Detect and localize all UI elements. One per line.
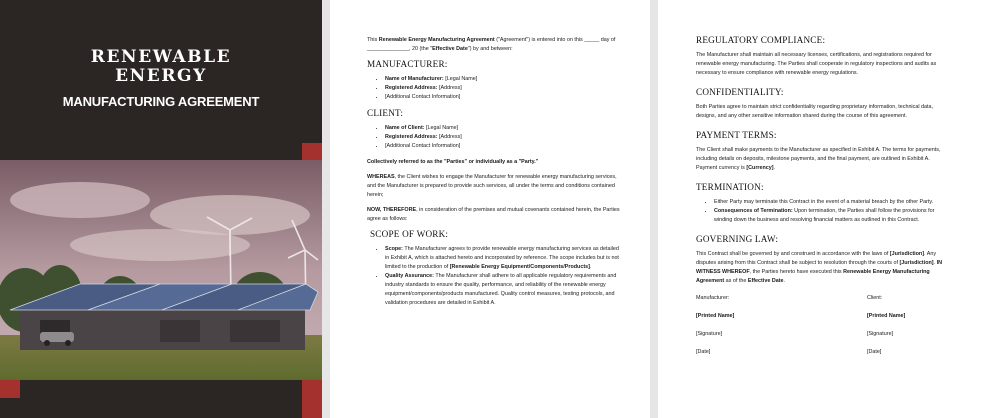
list-item xyxy=(385,124,620,133)
scope-list xyxy=(367,245,620,308)
gov-text-1: This Contract shall be governed by and construed in accordance with the laws of xyxy=(696,251,890,257)
item-value: [Additional Contact Information] xyxy=(385,94,461,100)
cover-subtitle: MANUFACTURING AGREEMENT xyxy=(62,94,260,109)
collectively-text: Collectively referred to as the "Parties" or individually as a "Party." xyxy=(367,159,539,165)
payment-text: The Client shall make payments to the Manufacturer as specified in Exhibit A. The terms for payments, including details on deposits, milestone payments, and the final payment, are outlined in Exhibit A. Payment currency is xyxy=(696,147,941,171)
signature-line: [Signature] xyxy=(696,331,723,337)
gov-text-4: , the Parties hereto have executed this xyxy=(749,269,844,275)
document-page-3 xyxy=(658,0,981,418)
item-label: Registered Address: xyxy=(385,85,438,91)
item-value: [Legal Name] xyxy=(424,125,459,131)
signature-party-label: Client: xyxy=(867,295,883,301)
gov-text-5: as of the xyxy=(724,278,748,284)
scope-end: . xyxy=(589,264,592,270)
item-value: [Address] xyxy=(437,85,462,91)
effective-date-term: Effective Date xyxy=(432,46,468,52)
printed-name-field: [Printed Name] xyxy=(696,313,735,319)
list-item xyxy=(385,245,620,272)
now-therefore-text: , in consideration of the premises and mutual covenants contained herein, the Parties agree as follows: xyxy=(367,207,620,222)
list-item xyxy=(385,93,620,102)
whereas-text: , the Client wishes to engage the Manufacturer for renewable energy manufacturing services, and the Manufacturer is prepared to provide such services, all under the terms and conditions contained herein; xyxy=(367,174,617,198)
accent-block-bottom-right xyxy=(302,380,322,418)
termination-heading: TERMINATION: xyxy=(696,182,764,192)
confidentiality-heading: CONFIDENTIALITY: xyxy=(696,87,784,97)
item-value: [Additional Contact Information] xyxy=(385,143,461,149)
signature-column-manufacturer xyxy=(696,294,734,366)
agreement-name: Renewable Energy Manufacturing Agreement xyxy=(378,37,495,43)
signature-column-client xyxy=(867,294,951,366)
manufacturer-heading: MANUFACTURER: xyxy=(367,59,448,69)
witness-clause: IN WITNESS WHEREOF xyxy=(696,260,943,275)
collectively-paragraph xyxy=(367,158,620,167)
list-item xyxy=(385,84,620,93)
whereas-label: WHEREAS xyxy=(367,174,395,180)
document-page-2 xyxy=(330,0,650,418)
intro-text-1: This xyxy=(367,37,379,43)
intro-text-3: ") by and between: xyxy=(467,46,513,52)
regulatory-heading: REGULATORY COMPLIANCE: xyxy=(696,35,826,45)
item-value: [Legal Name] xyxy=(443,76,478,82)
regulatory-text: The Manufacturer shall maintain all necessary licenses, certifications, and registrations required for renewable energy manufacturing. The Parties shall cooperate in regulatory inspections and audits as necessary to ensure compliance with renewable energy regulations. xyxy=(696,52,937,76)
accent-block-bottom-left xyxy=(0,380,20,398)
gov-text-6: . xyxy=(783,278,786,284)
signature-printed-name xyxy=(867,312,951,321)
scope-label: Scope: xyxy=(385,246,403,252)
cover-title xyxy=(0,48,322,109)
scope-products: [Renewable Energy Equipment/Components/Products] xyxy=(449,264,590,270)
now-therefore-label: NOW, THEREFORE xyxy=(367,207,417,213)
jurisdiction-1: [Jurisdiction] xyxy=(889,251,925,257)
confidentiality-text: Both Parties agree to maintain strict confidentiality regarding proprietary information, technical data, designs, and any other sensitive information shared during the course of this agreement. xyxy=(696,104,934,119)
termination-consequences-label: Consequences of Termination: xyxy=(714,208,793,214)
item-label: Name of Client: xyxy=(385,125,425,131)
cover-title-line-2: ENERGY xyxy=(115,66,207,86)
payment-paragraph xyxy=(696,146,951,173)
termination-list xyxy=(696,198,951,225)
client-heading: CLIENT: xyxy=(367,108,404,118)
gov-text-2: . Any disputes arising from this Contract shall be subject to resolution through the courts of xyxy=(696,251,937,266)
cover-title-line-1: RENEWABLE xyxy=(90,47,232,67)
printed-name-field: [Printed Name] xyxy=(867,313,906,319)
gov-text-3: . xyxy=(933,260,937,266)
client-list xyxy=(367,124,620,151)
item-label: Name of Manufacturer: xyxy=(385,76,444,82)
payment-end: . xyxy=(773,165,776,171)
cover-photo-solar-house xyxy=(0,160,322,380)
signature-date: [Date] xyxy=(696,349,711,355)
whereas-paragraph xyxy=(367,173,620,200)
list-item xyxy=(385,133,620,142)
quality-label: Quality Assurance: xyxy=(385,273,434,279)
signature-party-label: Manufacturer: xyxy=(696,295,730,301)
jurisdiction-2: [Jurisdiction] xyxy=(899,260,934,266)
governing-law-heading: GOVERNING LAW: xyxy=(696,234,779,244)
governing-law-paragraph xyxy=(696,250,951,286)
intro-paragraph xyxy=(367,36,620,54)
effective-date-ref: Effective Date xyxy=(747,278,784,284)
signature-line: [Signature] xyxy=(867,331,894,337)
signature-block xyxy=(696,294,951,366)
payment-currency: [Currency] xyxy=(746,165,774,171)
item-label: Registered Address: xyxy=(385,134,438,140)
scope-heading: SCOPE OF WORK: xyxy=(370,229,449,239)
list-item xyxy=(385,75,620,84)
list-item xyxy=(385,272,620,308)
now-therefore-paragraph xyxy=(367,206,620,224)
quality-text: The Manufacturer shall adhere to all applicable regulatory requirements and industry standards to ensure the quality, performance, and reliability of the renewable energy equipment/components/products manufactured. Quality control measures, testing protocols, and validation procedures are detailed in Exhibit A. xyxy=(385,273,617,306)
scope-text: The Manufacturer agrees to provide renewable energy manufacturing services as detailed in Exhibit A, which is attached hereto and incorporated by reference. The scope includes but is not limited to the production of xyxy=(385,246,619,270)
agreement-name-ref: Renewable Energy Manufacturing Agreement xyxy=(696,269,930,284)
list-item: • Either Party may terminate this Contract in the event of a material breach by the other Party. xyxy=(714,198,951,207)
list-item xyxy=(385,142,620,151)
manufacturer-list xyxy=(367,75,620,102)
item-value: [Address] xyxy=(437,134,462,140)
termination-consequences-text: Upon termination, the Parties shall follow the provisions for winding down the business and resolving financial matters as outlined in this Contract. xyxy=(714,208,935,223)
signature-date: [Date] xyxy=(867,349,882,355)
list-item xyxy=(714,207,951,225)
payment-heading: PAYMENT TERMS: xyxy=(696,130,777,140)
intro-text-2: ("Agreement") is entered into on this _____ day of ______________, 20 (the " xyxy=(367,37,616,52)
signature-printed-name xyxy=(696,312,734,321)
accent-block-top-right xyxy=(302,143,322,161)
cover-page xyxy=(0,0,322,418)
